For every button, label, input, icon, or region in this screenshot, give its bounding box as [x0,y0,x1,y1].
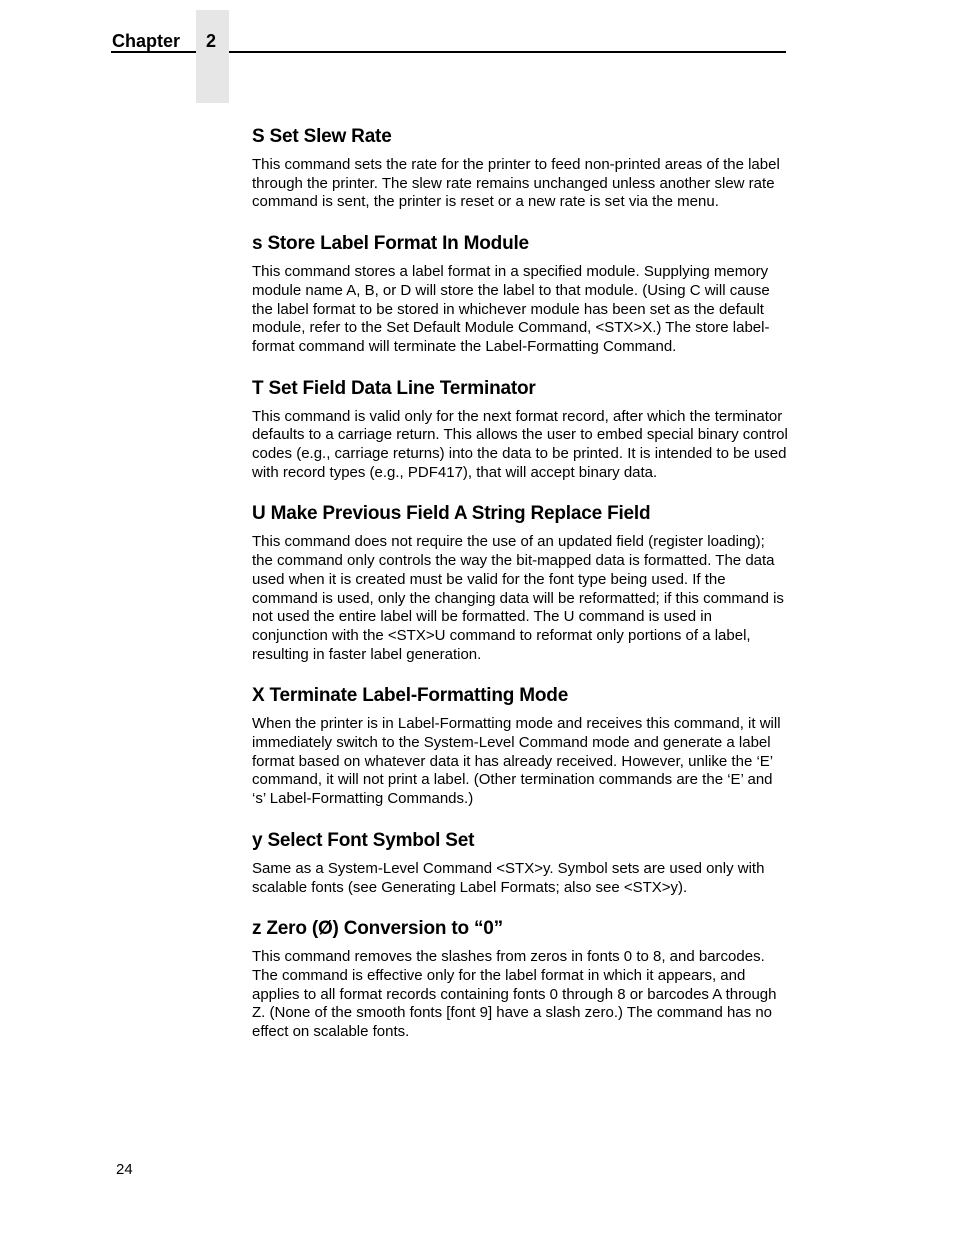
chapter-rule-right [229,51,786,53]
section-body: When the printer is in Label-Formatting mode and receives this command, it will immediately switch to the System-Level Command mode and generate a label format based on whatever data it has already received. However, unlike the ‘E’ command, it will not print a label. (Other termination commands are the ‘E’ and ‘s’ Label-Formatting Commands.) [252,715,781,808]
chapter-rule-left [111,51,196,53]
section-heading: U Make Previous Field A String Replace Field [252,503,651,525]
section-terminate-label-formatting [252,681,788,809]
section-store-label-format [252,229,788,357]
section-body: This command removes the slashes from zeros in fonts 0 to 8, and barcodes. The command is effective only for the label format in which it appears, and applies to all format records containing fonts 0 through 8 or barcodes A through Z. (None of the smooth fonts [font 9] have a slash zero.) The command has no effect on scalable fonts. [252,948,777,1041]
section-zero-conversion [252,914,788,1042]
section-heading: z Zero (Ø) Conversion to “0” [252,918,503,940]
section-string-replace-field [252,499,788,664]
chapter-label: Chapter [112,31,181,51]
section-body: Same as a System-Level Command <STX>y. Symbol sets are used only with scalable fonts (see Generating Label Formats; also see <STX>y). [252,859,765,896]
page-number: 24 [116,1161,133,1178]
section-heading: y Select Font Symbol Set [252,829,475,851]
section-font-symbol-set [252,826,788,897]
section-heading: S Set Slew Rate [252,126,392,147]
section-heading: T Set Field Data Line Terminator [252,377,536,399]
section-body: This command stores a label format in a specified module. Supplying memory module name A, B, or D will store the label to that module. (Using C will cause the label format to be stored in whichever module has been set as the default module, refer to the Set Default Module Command, <STX>X.) The store label-format command will terminate the Label-Formatting Command. [252,263,770,355]
section-heading: X Terminate Label-Formatting Mode [252,685,569,707]
section-set-slew-rate [252,122,788,212]
chapter-number: 2 [206,31,217,51]
section-body: This command does not require the use of an updated field (register loading); the command only controls the way the bit-mapped data is formatted. The data used when it is created must be valid for the font type being used. If the command is used, only the changing data will be reformatted; if this command is not used the entire label will be formatted. The U command is used in conjunction with the <STX>U command to reformat only portions of a label, resulting in faster label generation. [252,533,784,663]
section-field-data-line-terminator [252,374,788,483]
page-content [252,122,788,1042]
section-body: This command sets the rate for the printer to feed non-printed areas of the label through the printer. The slew rate remains unchanged unless another slew rate command is sent, the printer is reset or a new rate is set via the menu. [252,156,780,211]
section-heading: s Store Label Format In Module [252,233,529,255]
section-body: This command is valid only for the next format record, after which the terminator defaults to a carriage return. This allows the user to embed special binary control codes (e.g., carriage returns) into the data to be printed. It is intended to be used with record types (e.g., PDF417), that will accept binary data. [252,407,788,481]
chapter-tab [196,10,229,103]
